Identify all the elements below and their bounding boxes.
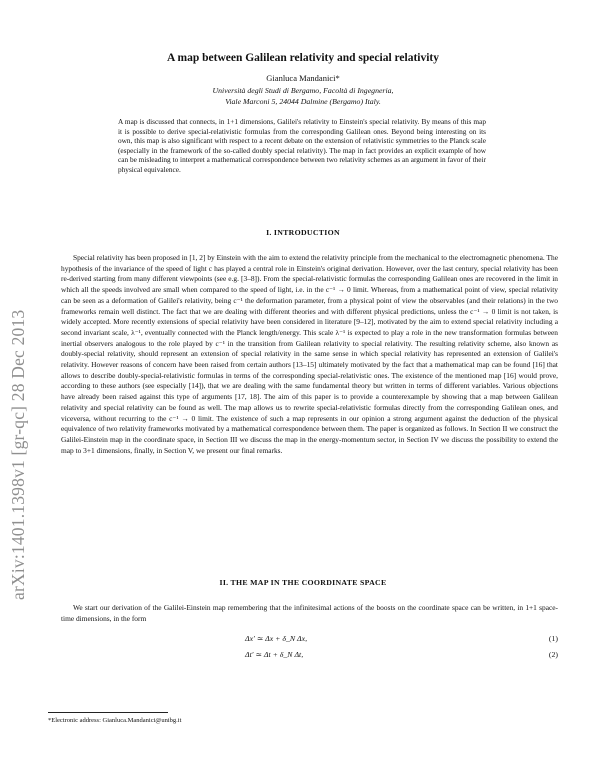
author-name: Gianluca Mandanici* bbox=[266, 73, 340, 83]
arxiv-stamp: arXiv:1401.1398v1 [gr-qc] 28 Dec 2013 bbox=[8, 309, 28, 600]
section-2-heading: II. THE MAP IN THE COORDINATE SPACE bbox=[219, 578, 387, 587]
equation-2-expr: Δt′ ≃ Δt + δ_N Δt, bbox=[245, 650, 304, 659]
footnote: *Electronic address: Gianluca.Mandanici@unibg.it bbox=[48, 717, 182, 724]
equation-1-expr: Δx′ ≃ Δx + δ_N Δx, bbox=[245, 634, 308, 643]
abstract: A map is discussed that connects, in 1+1 dimensions, Galilei's relativity to Einstein's special relativity. By means of this map it is possible to derive special-relativistic formulas from the corresponding Galilean ones. Beyond being interesting on its own, this map is also significant with respect to a recent debate on the extension of relativistic symmetries to the Planck scale (especially in the framework of the so-called doubly special relativity). The map in fact provides an explicit example of how can be misleading to interpret a mathematical correspondence between two relativity schemes as an argument in favor of their physical equivalence. bbox=[118, 117, 486, 174]
equation-1 bbox=[48, 634, 558, 646]
section-2-body bbox=[61, 603, 558, 624]
section-1-heading: I. INTRODUCTION bbox=[266, 228, 340, 237]
section-1-text: Special relativity has been proposed in [1, 2] by Einstein with the aim to extend the relativity principle from the mechanical to the electromagnetic phenomena. The hypothesis of the invariance of the speed of light c has played a central role in Einstein's original derivation. However, over the last century, special relativity has been re-derived starting from many different viewpoints (see e.g. [3–8]). From the special-relativistic formulas the corresponding Galilean ones are recovered in the limit in which all the speeds involved are small when compared to the speed of light, i.e. in the c⁻¹ → 0 limit. Whereas, from a mathematical point of view, special relativity can be seen as a deformation of Galilei's relativity, being c⁻¹ the deformation parameter, from a physical point of view the observables (and their relations) in the two frameworks remain well distinct. The fact that we are dealing with different theories and with different physical predictions, unless the c⁻¹ → 0 limit is not taken, is widely accepted. More recently extensions of special relativity have been considered in literature [9–12], motivated by the aim to extend special relativity including a second invariant scale, λ⁻¹, eventually connected with the Planck length/energy. This scale λ⁻¹ is expected to play a role in the new transformation formulas between inertial observers analogous to the role played by c⁻¹ in the transition from Galilean relativity to special relativity. The resulting relativity scheme, also known as doubly-special relativity, should represent an extension of special relativity in the same sense in which special relativity has represented an extension of Galilei's relativity. However reasons of concern have been raised from certain authors [13–15] ultimately motivated by the fact that a mathematical map can be found [16] that allows to describe doubly-special-relativistic formulas in terms of the corresponding special-relativistic ones. The existence of the mentioned map [16] would prove, according to these authors (see especially [14]), that we are dealing with the same fundamental theory but written in terms of different variables. Various objections have already been raised against this type of arguments [17, 18]. The aim of this paper is to provide a counterexample by showing that a map between Galilean relativity and special relativity can be found as well. The map allows us to rewrite special-relativistic formulas directly from the corresponding Galilean ones, and viceversa, without recurring to the c⁻¹ → 0 limit. The existence of such a map represents in our opinion a strong argument against the deduction of the physical equivalence of two relativity frameworks motivated by a mathematical correspondence between them. The paper is organized as follows. In Section II we construct the Galilei-Einstein map in the coordinate space, in Section III we discuss the map in the energy-momentum sector, in Section IV we discuss the possibility to extend the map to 3+1 dimensions, finally, in Section V, we present our final remarks. bbox=[61, 253, 558, 455]
equation-2 bbox=[48, 650, 558, 662]
section-1-body bbox=[61, 253, 558, 456]
footnote-rule bbox=[48, 712, 168, 713]
section-2-text: We start our derivation of the Galilei-Einstein map remembering that the infinitesimal actions of the boosts on the coordinate space can be written, in 1+1 space-time dimensions, in the form bbox=[61, 603, 558, 623]
affiliation-line-2: Viale Marconi 5, 24044 Dalmine (Bergamo) Italy. bbox=[225, 97, 381, 106]
affiliation-line-1: Università degli Studi di Bergamo, Facoltà di Ingegneria, bbox=[212, 86, 394, 95]
paper-title: A map between Galilean relativity and special relativity bbox=[166, 52, 440, 64]
equation-1-number: (1) bbox=[548, 634, 558, 643]
equation-2-number: (2) bbox=[548, 650, 558, 659]
